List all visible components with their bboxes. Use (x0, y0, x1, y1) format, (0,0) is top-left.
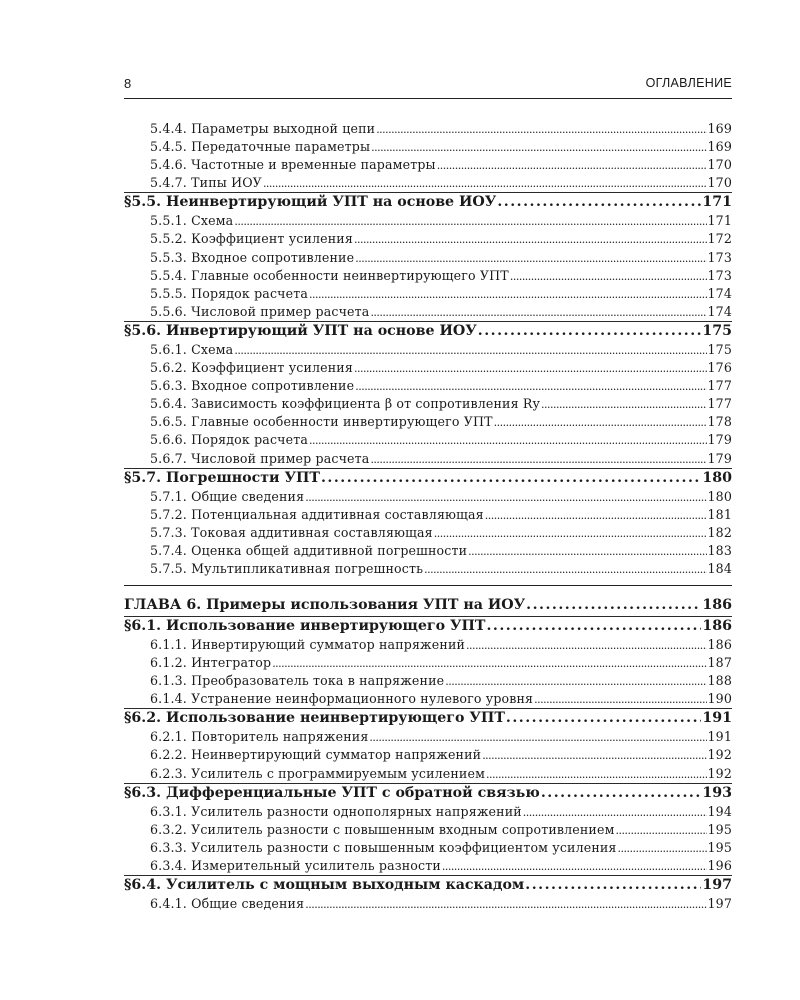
dot-leader (355, 378, 706, 396)
toc-entry-sub (124, 359, 732, 377)
toc-entry-page: 191 (707, 729, 732, 745)
toc-entry-chapter (124, 594, 732, 616)
toc-entry-sub (124, 636, 732, 654)
toc-entry-page: 170 (707, 157, 732, 173)
toc-entry-page: 186 (702, 597, 732, 613)
toc-entry-page: 195 (707, 839, 732, 855)
dot-leader (485, 507, 707, 525)
toc-entry-sub (124, 803, 732, 821)
toc-entry-title: ГЛАВА 6. Примеры использования УПТ на ИОУ (124, 597, 526, 613)
toc-entry-sub (124, 821, 732, 839)
dot-leader (354, 360, 707, 378)
dot-leader (526, 594, 701, 616)
toc-entry-title: 5.7.5. Мультипликативная погрешность (150, 560, 424, 576)
dot-leader (305, 896, 706, 914)
dot-leader (321, 469, 701, 488)
toc-entry-title: 5.6.3. Входное сопротивление (150, 378, 355, 394)
toc-entry-title: 5.5.1. Схема (150, 213, 234, 229)
dot-leader (309, 286, 706, 304)
toc-entry-title: 6.1.3. Преобразователь тока в напряжение (150, 673, 445, 689)
toc-entry-page: 174 (707, 303, 732, 319)
toc-entry-title: §6.3. Дифференциальные УПТ с обратной связью (124, 784, 540, 801)
dot-leader (272, 655, 706, 673)
toc-entry-title: §6.2. Использование неинвертирующего УПТ (124, 710, 505, 727)
toc-entry-title: 5.4.4. Параметры выходной цепи (150, 121, 376, 136)
dot-leader (437, 157, 707, 175)
toc-entry-page: 183 (707, 542, 732, 558)
toc-entry-sub (124, 285, 732, 303)
toc-entry-page: 188 (707, 673, 732, 689)
toc-entry-sub (124, 156, 732, 174)
page-number: 8 (124, 76, 132, 91)
toc-entry-title: 6.2.2. Неинвертирующий сумматор напряжений (150, 747, 482, 763)
toc-entry-sec (124, 708, 732, 728)
toc-entry-title: §6.4. Усилитель с мощным выходным каскадом (124, 877, 525, 894)
toc-entry-page: 186 (702, 618, 732, 634)
toc-entry-page: 173 (707, 267, 732, 283)
toc-entry-sub (124, 654, 732, 672)
toc-entry-page: 173 (707, 249, 732, 265)
toc-entry-sub (124, 450, 732, 468)
toc-entry-title: 5.7.4. Оценка общей аддитивной погрешности (150, 542, 468, 558)
toc-entry-page: 195 (707, 821, 732, 837)
dot-leader (482, 747, 706, 765)
toc-entry-page: 191 (702, 710, 732, 727)
dot-leader (370, 304, 706, 322)
toc-entry-title: 5.4.6. Частотные и временные параметры (150, 157, 436, 173)
toc-entry-sub (124, 413, 732, 431)
toc-entry-page: 193 (702, 784, 732, 801)
toc-entry-page: 172 (707, 231, 732, 247)
toc-entry-title: 6.3.4. Измерительный усилитель разности (150, 857, 441, 873)
toc-entry-sub (124, 377, 732, 395)
dot-leader (497, 193, 701, 212)
toc-entry-sub (124, 230, 732, 248)
toc-entry-title: 6.3.2. Усилитель разности с повышенным входным сопротивлением (150, 821, 615, 837)
toc-entry-title: 5.4.7. Типы ИОУ (150, 175, 262, 191)
dot-leader (494, 414, 707, 432)
dot-leader (354, 231, 707, 249)
toc-entry-sec (124, 783, 732, 803)
toc-entry-title: 6.1.2. Интегратор (150, 655, 272, 671)
toc-entry-title: §5.5. Неинвертирующий УПТ на основе ИОУ (124, 194, 497, 211)
toc-entry-title: 5.7.3. Токовая аддитивная составляющая (150, 524, 433, 540)
dot-leader (523, 804, 707, 822)
toc-entry-title: 6.1.4. Устранение неинформационного нулевого уровня (150, 691, 534, 707)
toc-entry-title: 6.1.1. Инвертирующий сумматор напряжений (150, 637, 466, 652)
dot-leader (534, 691, 706, 709)
toc-entry-page: 186 (707, 637, 732, 652)
toc-entry-page: 182 (707, 524, 732, 540)
dot-leader (541, 784, 702, 803)
toc-entry-sub (124, 542, 732, 560)
toc-entry-sub (124, 341, 732, 359)
toc-entry-page: 178 (707, 414, 732, 430)
dot-leader (445, 673, 706, 691)
toc-entry-page: 177 (707, 396, 732, 412)
toc-entry-title: 5.6.2. Коэффициент усиления (150, 360, 353, 376)
toc-entry-page: 180 (702, 469, 732, 486)
toc-entry-sec (124, 875, 732, 895)
toc-entry-sub (124, 560, 732, 578)
dot-leader (618, 840, 707, 858)
toc-entry-page: 192 (707, 765, 732, 781)
toc-entry-title: 5.6.6. Порядок расчета (150, 432, 309, 448)
dot-leader (478, 322, 702, 341)
toc-entry-sub (124, 138, 732, 156)
toc-entry-page: 184 (707, 560, 732, 576)
dot-leader (234, 213, 706, 231)
toc-entry-title: 5.5.3. Входное сопротивление (150, 249, 355, 265)
dot-leader (616, 822, 707, 840)
toc-entry-page: 197 (702, 877, 732, 894)
toc-entry-sub (124, 857, 732, 875)
toc-entry-sub (124, 249, 732, 267)
toc-entry-page: 176 (707, 360, 732, 376)
toc-entry-sec (124, 616, 732, 636)
chapter-divider (124, 585, 732, 586)
toc-entry-title: 6.3.1. Усилитель разности однополярных напряжений (150, 803, 522, 819)
dot-leader (510, 268, 707, 286)
toc-entry-page: 181 (707, 506, 732, 522)
toc-entry-title: 6.3.3. Усилитель разности с повышенным коэффициентом усиления (150, 839, 617, 855)
toc-entry-title: 5.6.4. Зависимость коэффициента β от сопротивления Rу (150, 396, 541, 412)
page-header (124, 76, 732, 99)
toc-entry-sub (124, 120, 732, 138)
toc-entry-sub (124, 524, 732, 542)
toc-entry-title: 5.5.5. Порядок расчета (150, 285, 309, 301)
toc-entry-title: 5.6.7. Числовой пример расчета (150, 450, 370, 466)
toc-entry-sub (124, 212, 732, 230)
dot-leader (486, 617, 701, 636)
toc-entry-title: 5.6.5. Главные особенности инвертирующего УПТ (150, 414, 493, 430)
toc-entry-title: §6.1. Использование инвертирующего УПТ (124, 618, 486, 634)
toc-entry-sub (124, 488, 732, 506)
dot-leader (424, 561, 706, 579)
toc-entry-sub (124, 303, 732, 321)
dot-leader (468, 543, 706, 561)
dot-leader (263, 175, 707, 193)
dot-leader (370, 451, 706, 469)
dot-leader (442, 858, 707, 876)
toc-entry-sub (124, 672, 732, 690)
toc-entry-sub (124, 395, 732, 413)
toc-entry-title: §5.7. Погрешности УПТ (124, 469, 320, 486)
toc-entry-title: 5.7.1. Общие сведения (150, 488, 305, 504)
toc-entry-title: 5.6.1. Схема (150, 341, 234, 357)
dot-leader (434, 525, 707, 543)
toc-entry-sub (124, 174, 732, 192)
toc-entry-page: 175 (707, 341, 732, 357)
dot-leader (541, 396, 706, 414)
toc-entry-page: 192 (707, 747, 732, 763)
toc-entry-sub (124, 267, 732, 285)
toc-entry-page: 169 (707, 121, 732, 136)
toc-entry-page: 175 (702, 322, 732, 339)
toc-entry-page: 190 (707, 691, 732, 707)
toc-entry-title: 6.4.1. Общие сведения (150, 896, 305, 912)
toc-entry-title: 5.5.6. Числовой пример расчета (150, 303, 370, 319)
dot-leader (371, 139, 706, 157)
toc-entry-sec (124, 321, 732, 341)
toc-list-chapter-6 (124, 594, 732, 913)
toc-entry-sub (124, 895, 732, 913)
toc-entry-page: 194 (707, 803, 732, 819)
toc-entry-title: 5.5.2. Коэффициент усиления (150, 231, 353, 247)
toc-entry-sub (124, 690, 732, 708)
toc-list-chapter-5 (124, 120, 732, 578)
toc-entry-page: 179 (707, 450, 732, 466)
running-title: ОГЛАВЛЕНИЕ (645, 76, 732, 90)
toc-entry-page: 171 (702, 194, 732, 211)
dot-leader (309, 432, 706, 450)
dot-leader (506, 709, 702, 728)
toc-entry-sec (124, 468, 732, 488)
toc-entry-page: 177 (707, 378, 732, 394)
toc-entry-title: 6.2.3. Усилитель с программируемым усилением (150, 765, 486, 781)
toc-entry-title: 5.4.5. Передаточные параметры (150, 139, 371, 155)
toc-entry-title: 5.7.2. Потенциальная аддитивная составляющая (150, 506, 484, 522)
dot-leader (234, 342, 706, 360)
dot-leader (355, 250, 706, 268)
toc-entry-sub (124, 506, 732, 524)
toc-entry-page: 171 (707, 213, 732, 229)
dot-leader (369, 729, 706, 747)
toc-entry-sub (124, 839, 732, 857)
toc-entry-sub (124, 765, 732, 783)
toc-entry-title: §5.6. Инвертирующий УПТ на основе ИОУ (124, 322, 477, 339)
toc-entry-page: 174 (707, 285, 732, 301)
toc-entry-sub (124, 728, 732, 746)
dot-leader (305, 489, 706, 507)
toc-entry-title: 5.5.4. Главные особенности неинвертирующего УПТ (150, 267, 509, 283)
toc-entry-page: 179 (707, 432, 732, 448)
toc-entry-page: 196 (707, 857, 732, 873)
toc-entry-page: 170 (707, 175, 732, 191)
dot-leader (525, 876, 701, 895)
dot-leader (466, 637, 706, 655)
toc-entry-sub (124, 431, 732, 449)
dot-leader (376, 121, 706, 139)
toc-entry-title: 6.2.1. Повторитель напряжения (150, 729, 369, 745)
toc-entry-page: 197 (707, 896, 732, 912)
toc-entry-page: 187 (707, 655, 732, 671)
toc-entry-page: 169 (707, 139, 732, 155)
toc-entry-sub (124, 746, 732, 764)
toc-entry-sec (124, 192, 732, 212)
dot-leader (486, 766, 706, 784)
toc-entry-page: 180 (707, 488, 732, 504)
